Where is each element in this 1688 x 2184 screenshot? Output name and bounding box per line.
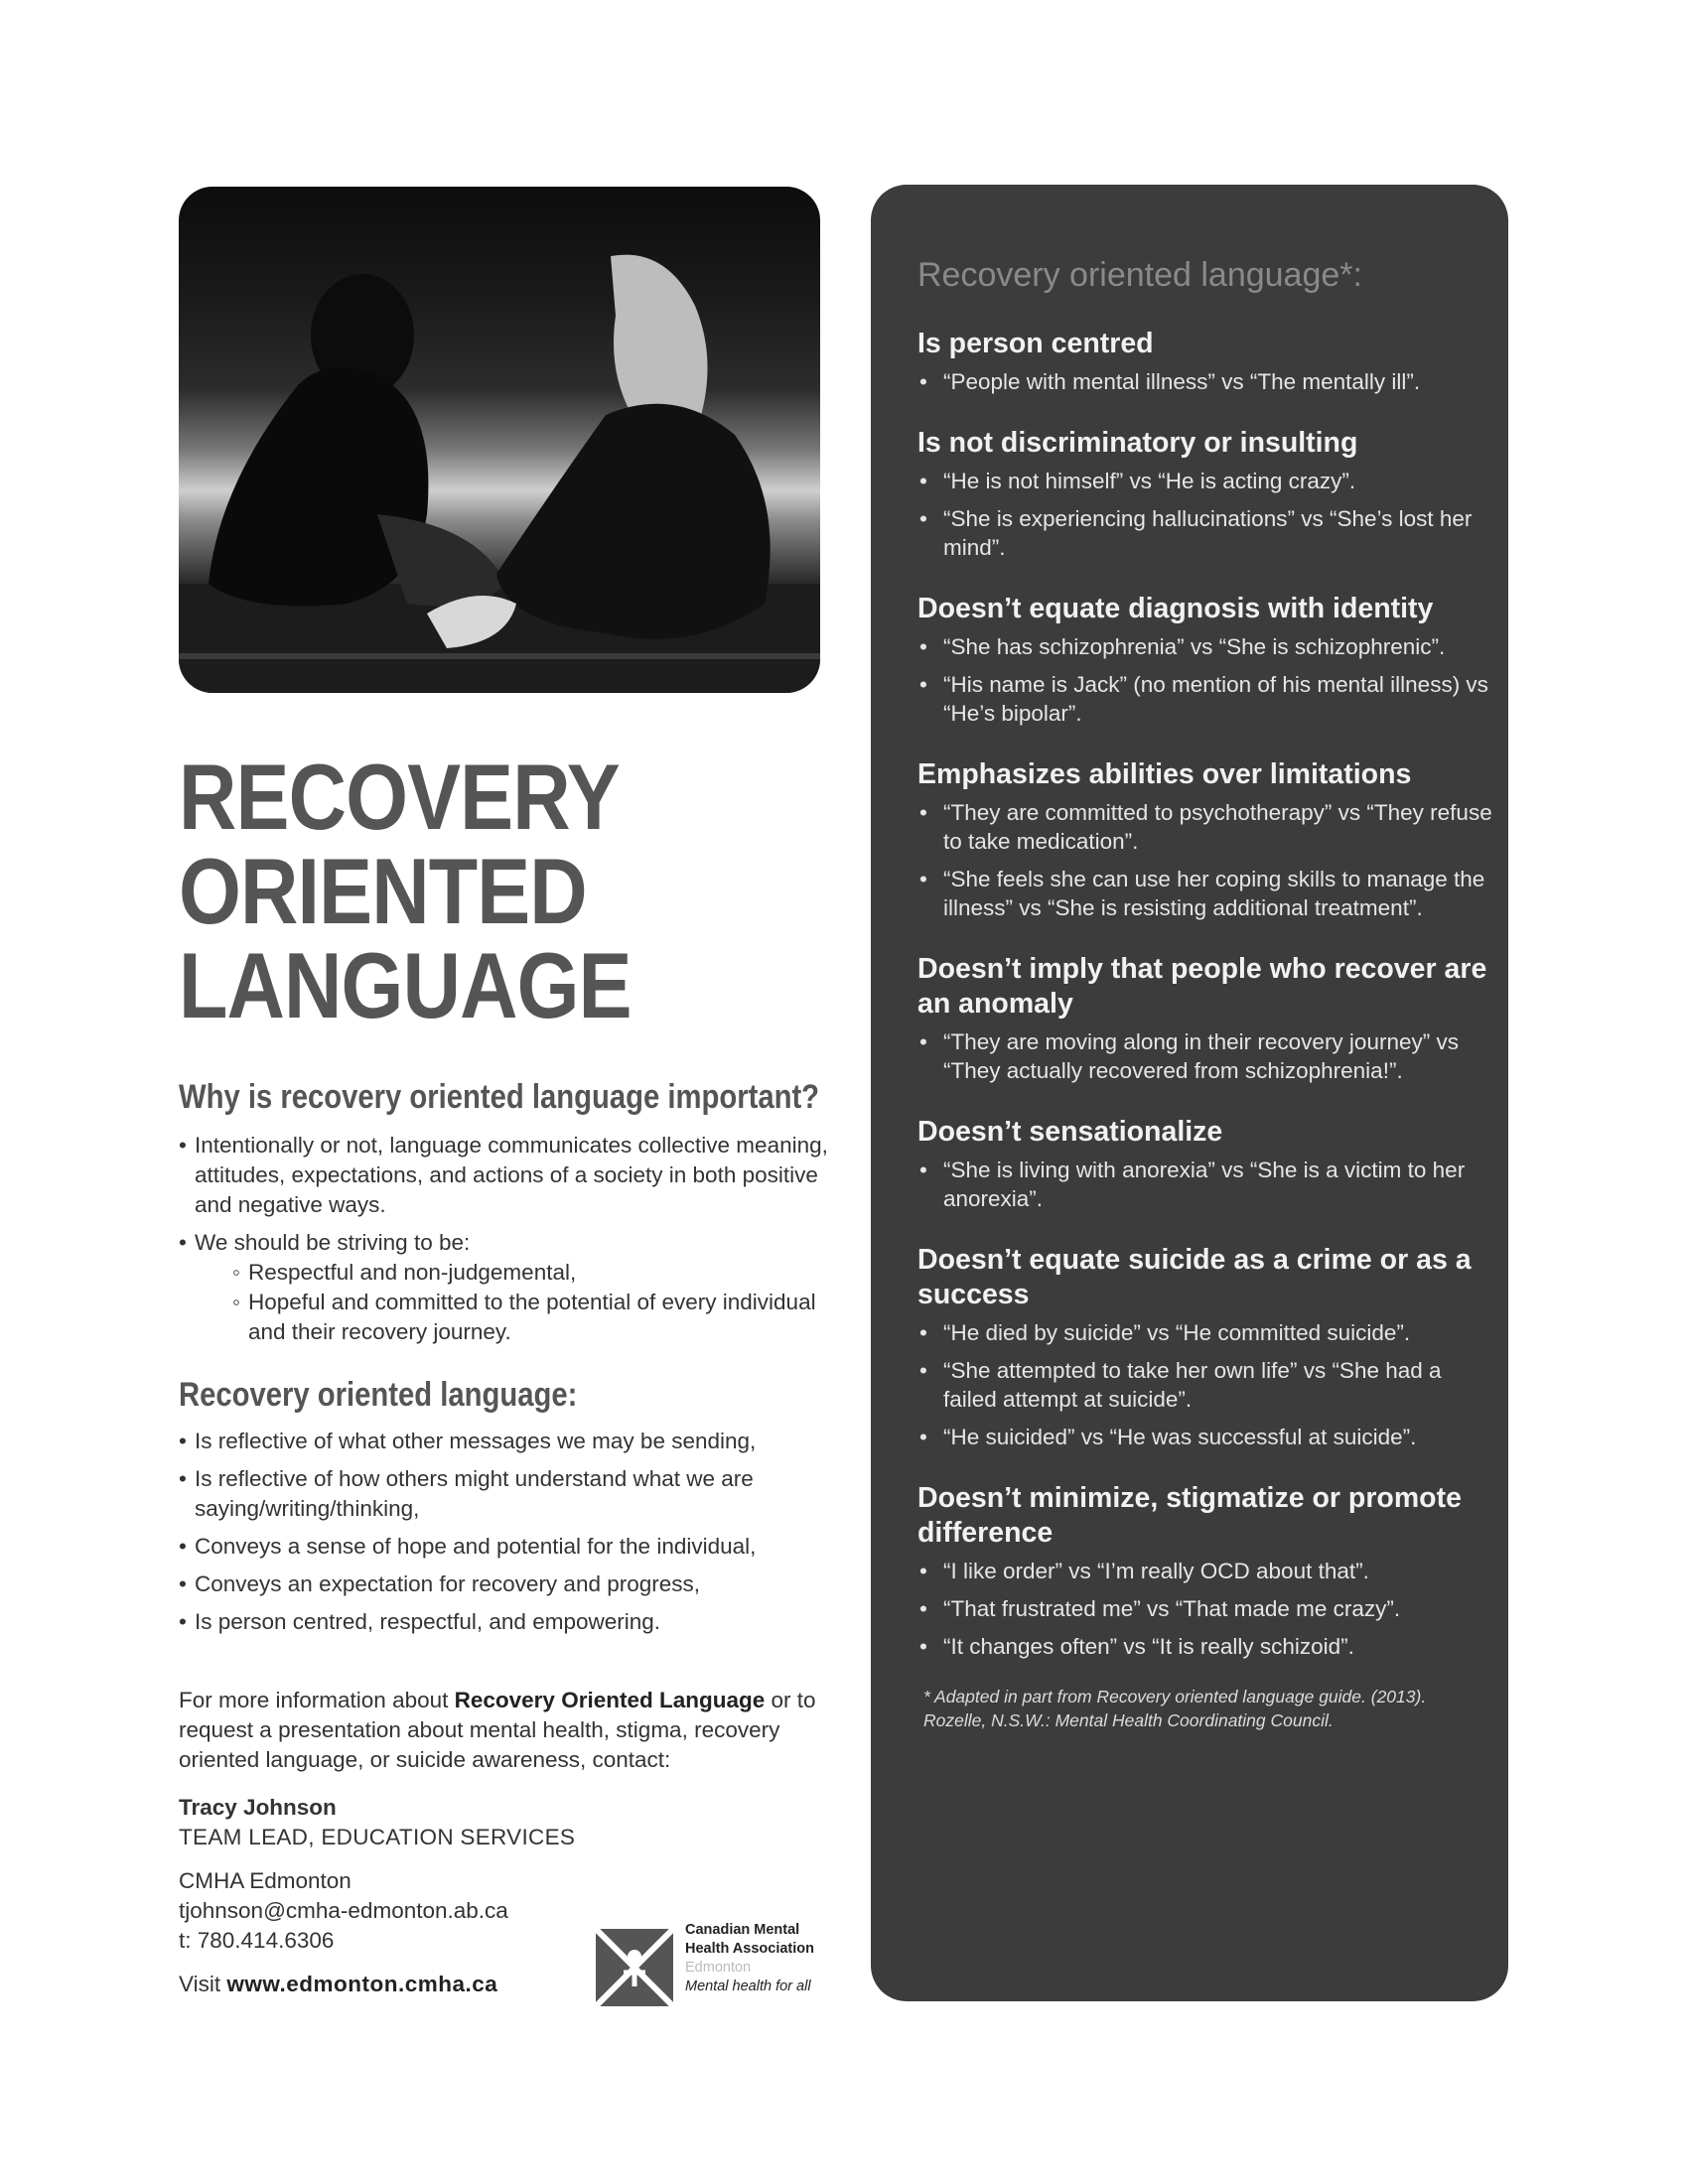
- section-list: [917, 1318, 1493, 1451]
- headline-line-3: LANGUAGE: [179, 933, 632, 1037]
- list-item: • Is person centred, respectful, and empowering.: [179, 1607, 834, 1637]
- list-item: • Conveys an expectation for recovery and progress,: [179, 1570, 834, 1599]
- panel-footnote: * Adapted in part from Recovery oriented language guide. (2013). Rozelle, N.S.W.: Mental Health Coordinating Council.: [923, 1687, 1427, 1730]
- list-item: • “They are moving along in their recovery journey” vs “They actually recovered from schizophrenia!”.: [917, 1027, 1493, 1085]
- panel-section: [917, 1243, 1493, 1451]
- list-item: [179, 1228, 834, 1347]
- contact-name: Tracy Johnson: [179, 1795, 337, 1820]
- logo-tagline: Mental health for all: [685, 1979, 811, 1994]
- list-item: • “He died by suicide” vs “He committed suicide”.: [917, 1318, 1493, 1347]
- cmha-logo: [596, 1921, 844, 2010]
- list-item: • “She is living with anorexia” vs “She is a victim to her anorexia”.: [917, 1156, 1493, 1213]
- section-list: [917, 798, 1493, 922]
- section-heading: Doesn’t equate diagnosis with identity: [917, 593, 1434, 624]
- contact-intro-bold: Recovery Oriented Language: [454, 1688, 766, 1712]
- contact-role: TEAM LEAD, EDUCATION SERVICES: [179, 1825, 576, 1849]
- panel-section: [917, 1115, 1493, 1213]
- section-list: [917, 367, 1493, 396]
- panel-section: [917, 1481, 1493, 1661]
- section-heading: Doesn’t equate suicide as a crime or as a success: [917, 1244, 1472, 1310]
- list-item: • “She has schizophrenia” vs “She is schizophrenic”.: [917, 632, 1493, 661]
- contact-intro-pre: For more information about: [179, 1688, 455, 1712]
- section-list: [917, 632, 1493, 728]
- list-item: • “They are committed to psychotherapy” vs “They refuse to take medication”.: [917, 798, 1493, 856]
- contact-intro-post: or to request a presentation about mental health, stigma, recovery oriented language, or suicide awareness, contact:: [179, 1688, 816, 1772]
- section-heading: Doesn’t imply that people who recover are an anomaly: [917, 953, 1487, 1020]
- list-item: • Is reflective of what other messages we may be sending,: [179, 1427, 834, 1456]
- panel-section: [917, 327, 1493, 396]
- hero-photo: [179, 187, 820, 693]
- logo-line-3: Edmonton: [685, 1960, 752, 1976]
- list-item: • “He suicided” vs “He was successful at suicide”.: [917, 1423, 1493, 1451]
- visit-pre: Visit: [179, 1972, 227, 1996]
- sub-list-item: ◦ Respectful and non-judgemental,: [232, 1258, 834, 1288]
- logo-line-2: Health Association: [685, 1941, 814, 1957]
- list-item: • “It changes often” vs “It is really schizoid”.: [917, 1632, 1493, 1661]
- section-list: [917, 1027, 1493, 1085]
- headline-line-1: RECOVERY: [179, 745, 620, 849]
- cmha-logo-icon: [596, 1929, 673, 2006]
- list-item: • “That frustrated me” vs “That made me crazy”.: [917, 1594, 1493, 1623]
- language-title: Recovery oriented language:: [179, 1376, 578, 1414]
- website-link[interactable]: www.edmonton.cmha.ca: [226, 1972, 498, 1996]
- list-item: • “His name is Jack” (no mention of his mental illness) vs “He’s bipolar”.: [917, 670, 1493, 728]
- section-heading: Is person centred: [917, 328, 1154, 359]
- panel-section: [917, 426, 1493, 562]
- logo-line-1: Canadian Mental: [685, 1922, 800, 1938]
- why-list: [179, 1131, 834, 1347]
- language-section: [179, 1376, 834, 1645]
- list-item: • “He is not himself” vs “He is acting crazy”.: [917, 467, 1493, 495]
- language-list: [179, 1427, 834, 1637]
- contact-org: CMHA Edmonton: [179, 1868, 352, 1893]
- contact-phone: t: 780.414.6306: [179, 1928, 335, 1953]
- panel-section: [917, 952, 1493, 1085]
- why-sublist: [195, 1258, 834, 1347]
- examples-panel: [871, 185, 1508, 2001]
- section-heading: Emphasizes abilities over limitations: [917, 758, 1412, 790]
- list-item-text: We should be striving to be:: [195, 1230, 471, 1255]
- list-item: • Is reflective of how others might understand what we are saying/writing/thinking,: [179, 1464, 834, 1524]
- headline-line-2: ORIENTED: [179, 839, 587, 943]
- panel-title: Recovery oriented language*:: [917, 256, 1362, 294]
- list-item: • “People with mental illness” vs “The mentally ill”.: [917, 367, 1493, 396]
- examples-panel-content: [917, 256, 1493, 1732]
- sub-list-item: ◦ Hopeful and committed to the potential of every individual and their recovery journey.: [232, 1288, 834, 1347]
- contact-intro: [179, 1686, 824, 1775]
- list-item: • Conveys a sense of hope and potential for the individual,: [179, 1532, 834, 1562]
- list-item: • Intentionally or not, language communicates collective meaning, attitudes, expectations, and actions of a society in both positive and negative ways.: [179, 1131, 834, 1220]
- panel-section: [917, 757, 1493, 922]
- list-item: • “I like order” vs “I’m really OCD about that”.: [917, 1557, 1493, 1585]
- section-list: [917, 1156, 1493, 1213]
- section-list: [917, 1557, 1493, 1661]
- list-item: • “She feels she can use her coping skills to manage the illness” vs “She is resisting additional treatment”.: [917, 865, 1493, 922]
- list-item: • “She is experiencing hallucinations” vs “She’s lost her mind”.: [917, 504, 1493, 562]
- photo-silhouettes: [179, 187, 820, 693]
- why-title: Why is recovery oriented language important?: [179, 1078, 820, 1116]
- list-item: • “She attempted to take her own life” vs “She had a failed attempt at suicide”.: [917, 1356, 1493, 1414]
- section-heading: Is not discriminatory or insulting: [917, 427, 1358, 459]
- section-list: [917, 467, 1493, 562]
- cmha-logo-text: [685, 1921, 814, 1996]
- panel-section: [917, 592, 1493, 728]
- section-heading: Doesn’t minimize, stigmatize or promote difference: [917, 1482, 1462, 1549]
- page-title: [179, 745, 632, 1037]
- why-section: [179, 1078, 834, 1355]
- contact-email[interactable]: tjohnson@cmha-edmonton.ab.ca: [179, 1898, 508, 1923]
- section-heading: Doesn’t sensationalize: [917, 1116, 1223, 1148]
